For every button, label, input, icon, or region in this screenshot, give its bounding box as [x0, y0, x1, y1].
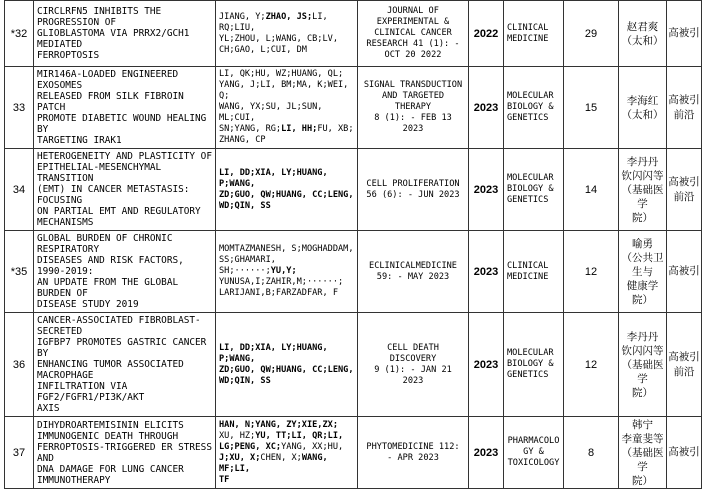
author-affiliation [619, 67, 667, 149]
text-line: IMMUNOGENIC DEATH THROUGH [37, 430, 179, 442]
text-line: 李海红 [626, 94, 659, 107]
citation-count: 14 [564, 149, 619, 231]
row-index: 37 [5, 417, 34, 489]
author-text: YL;ZHOU, L;WANG, CB;LV, [219, 33, 338, 44]
table-row [5, 313, 702, 417]
text-line: DNA DAMAGE FOR LUNG CANCER [37, 463, 184, 475]
text-line: IMMUNOTHERAPY [37, 474, 111, 486]
publication-table [4, 0, 702, 489]
row-index: 34 [5, 149, 34, 231]
author-affiliation [619, 313, 667, 417]
author-highlight: TF [219, 474, 230, 485]
text-line: （太和） [621, 108, 664, 121]
paper-title [34, 149, 216, 231]
text-line: GLOBAL BURDEN OF CHRONIC RESPIRATORY [37, 233, 173, 255]
publication-year: 2023 [469, 231, 504, 313]
highly-cited-flag [667, 417, 702, 489]
author-highlight: J;XU, X; [219, 452, 261, 463]
journal-source [358, 1, 469, 67]
author-line [219, 420, 354, 431]
author-line [219, 442, 354, 453]
subject-field [504, 67, 564, 149]
paper-title [34, 417, 216, 489]
text-line: DISEASES AND RISK FACTORS, 1990-2019: [37, 255, 184, 277]
text-line: 高被引 [668, 446, 700, 458]
author-highlight: LI, HH; [281, 124, 318, 134]
text-line: 56 (6): - JUN 2023 [366, 189, 460, 200]
text-line: 钦闪闪等 [621, 169, 664, 182]
row-index: *35 [5, 231, 34, 313]
author-line [219, 431, 354, 442]
citation-count: 15 [564, 67, 619, 149]
text-line: DISEASE STUDY 2019 [37, 299, 139, 310]
author-line [219, 168, 354, 190]
author-line [219, 201, 354, 212]
highly-cited-flag [667, 149, 702, 231]
author-text: YUNUSA,I;ZAHIR,M;······; [219, 277, 344, 287]
text-line: 高被引 [668, 27, 700, 39]
author-affiliation [619, 417, 667, 489]
text-line: 院） [632, 211, 653, 224]
author-text: ZHANG, CP [219, 135, 266, 145]
author-highlight: ZD;GUO, QW;HUANG, CC;LENG, [219, 364, 354, 375]
text-line: MOLECULAR [507, 91, 554, 101]
author-text: LARIJANI,B;FARZADFAR, F [219, 288, 338, 298]
text-line: DIHYDROARTEMISININ ELICITS [37, 419, 184, 431]
text-line: JOURNAL OF [387, 6, 439, 16]
publication-year: 2023 [469, 313, 504, 417]
author-text: WANG, YX;SU, JL;SUN, ML;CUI, [219, 102, 323, 123]
text-line: EPITHELIAL-MESENCHYMAL TRANSITION [37, 162, 162, 184]
author-line [219, 288, 354, 299]
author-text: LI, RQ;LIU, [219, 11, 328, 33]
author-text: JIANG, Y; [219, 11, 266, 22]
text-line: （公共卫生与 [621, 251, 664, 278]
author-line [219, 277, 354, 288]
text-line: OCT 20 2022 [384, 50, 442, 60]
text-line: BIOLOGY & [507, 102, 554, 112]
text-line: 9 (1): - JAN 21 [374, 364, 452, 375]
author-affiliation [619, 1, 667, 67]
author-line [219, 244, 354, 255]
text-line: 喻勇 [632, 237, 653, 250]
text-line: PROMOTE DIABETIC WOUND HEALING BY [37, 113, 207, 135]
publication-year: 2023 [469, 149, 504, 231]
text-line: EXPERIMENTAL & [376, 17, 450, 27]
text-line: 李丹丹 [626, 330, 659, 343]
subject-field [504, 417, 564, 489]
author-line [219, 12, 354, 34]
text-line: MECHANISMS [37, 217, 94, 228]
text-line: 高被引 [668, 265, 700, 277]
author-line [219, 190, 354, 201]
text-line: GLIOBLASTOMA VIA PRRX2/GCH1 MEDIATED [37, 28, 190, 50]
author-text: FU, XB; [317, 124, 354, 134]
text-line: 59: - MAY 2023 [376, 271, 450, 282]
publication-year: 2023 [469, 417, 504, 489]
text-line: CANCER-ASSOCIATED FIBROBLAST-SECRETED [37, 315, 201, 337]
text-line: TARGETING IRAK1 [37, 135, 122, 146]
subject-field [504, 231, 564, 313]
text-line: ENHANCING TUMOR ASSOCIATED MACROPHAGE [37, 359, 184, 381]
subject-field [504, 1, 564, 67]
text-line: 8 (1): - FEB 13 [374, 113, 452, 123]
authors-cell [216, 313, 358, 417]
author-highlight: WD;QIN, SS [219, 375, 271, 386]
text-line: ON PARTIAL EMT AND REGULATORY [37, 206, 201, 217]
author-line [219, 102, 354, 124]
text-line: AND TARGETED [381, 91, 445, 101]
text-line: DISCOVERY [389, 353, 437, 364]
publication-year: 2022 [469, 1, 504, 67]
citation-count: 8 [564, 417, 619, 489]
text-line: THERAPY [394, 102, 432, 112]
text-line: - APR 2023 [387, 452, 439, 463]
text-line: MOLECULAR [507, 348, 554, 358]
text-line: （太和） [621, 34, 664, 47]
text-line: 2023 [402, 375, 424, 386]
subject-field [504, 149, 564, 231]
author-highlight: YU,Y; [270, 266, 297, 276]
citation-count: 29 [564, 1, 619, 67]
text-line: 2023 [402, 124, 424, 134]
author-text: CHEN, X; [260, 452, 302, 463]
text-line: GENETICS [507, 195, 549, 205]
author-highlight: YU, TT;LI, QR;LI, [255, 430, 344, 441]
paper-title [34, 231, 216, 313]
journal-source [358, 149, 469, 231]
journal-source [358, 231, 469, 313]
paper-title [34, 1, 216, 67]
text-line: FERROPTOSIS-TRIGGERED ER STRESS AND [37, 441, 212, 464]
author-text: YANG, XX;HU, [281, 441, 344, 452]
author-text: XU, HZ; [219, 430, 256, 441]
journal-source [358, 417, 469, 489]
text-line: 高被引 [668, 350, 700, 363]
text-line: 钦闪闪等 [621, 344, 664, 357]
text-line: 前沿 [673, 108, 695, 121]
author-line [219, 34, 354, 45]
author-affiliation [619, 231, 667, 313]
authors-cell [216, 231, 358, 313]
author-text: LI, QK;HU, WZ;HUANG, QL; [219, 69, 344, 79]
text-line: SIGNAL TRANSDUCTION [363, 80, 463, 90]
authors-cell [216, 1, 358, 67]
paper-title [34, 67, 216, 149]
text-line: CIRCLRFN5 INHIBITS THE PROGRESSION OF [37, 6, 162, 28]
authors-cell [216, 417, 358, 489]
text-line: CLINICAL CANCER [374, 28, 452, 38]
author-line [219, 69, 354, 80]
text-line: CELL PROLIFERATION [366, 178, 460, 189]
text-line: MEDICINE [507, 33, 549, 44]
text-line: （基础医学 [621, 446, 664, 473]
text-line: 李丹丹 [626, 155, 659, 168]
text-line: INFILTRATION VIA FGF2/FGFR1/PI3K/AKT [37, 381, 145, 403]
journal-source [358, 313, 469, 417]
highly-cited-flag [667, 313, 702, 417]
authors-cell [216, 149, 358, 231]
highly-cited-flag [667, 67, 702, 149]
row-index: 33 [5, 67, 34, 149]
author-text: SS;GHAMARI, SH;······; [219, 255, 276, 276]
table-row [5, 1, 702, 67]
text-line: RELEASED FROM SILK FIBROIN PATCH [37, 91, 184, 113]
text-line: 赵君爽 [626, 20, 659, 33]
author-text: SN;YANG, RG; [219, 124, 282, 134]
table-body [5, 1, 702, 489]
text-line: 前沿 [673, 190, 695, 203]
author-text: CH;GAO, L;CUI, DM [219, 44, 307, 55]
highly-cited-flag [667, 231, 702, 313]
text-line: GY & [523, 447, 544, 457]
author-highlight: LI, DD;XIA, LY;HUANG, P;WANG, [219, 342, 328, 364]
author-line [219, 255, 354, 277]
text-line: BIOLOGY & [507, 184, 554, 194]
text-line: HETEROGENEITY AND PLASTICITY OF [37, 151, 212, 162]
row-index: *32 [5, 1, 34, 67]
text-line: 韩宁 [632, 418, 653, 431]
author-line [219, 124, 354, 135]
text-line: 院） [632, 474, 653, 487]
text-line: GENETICS [507, 370, 549, 380]
text-line: RESEARCH 41 (1): - [366, 39, 460, 49]
text-line: TOXICOLOGY [507, 458, 560, 468]
author-highlight: LI, DD;XIA, LY;HUANG, P;WANG, [219, 167, 328, 189]
author-highlight: WANG, MF;LI, [219, 452, 328, 474]
author-line [219, 45, 354, 56]
author-affiliation [619, 149, 667, 231]
text-line: PHARMACOLO [507, 436, 560, 446]
text-line: PHYTOMEDICINE 112: [366, 441, 460, 452]
author-text: MOMTAZMANESH, S;MOGHADDAM, [219, 244, 354, 254]
citation-count: 12 [564, 313, 619, 417]
author-highlight: LG;PENG, XC; [219, 441, 282, 452]
text-line: 健康学院） [626, 279, 659, 306]
text-line: (EMT) IN CANCER METASTASIS: FOCUSING [37, 184, 190, 206]
table-row [5, 417, 702, 489]
table-row [5, 67, 702, 149]
text-line: BIOLOGY & [507, 359, 554, 369]
text-line: IGFBP7 PROMOTES GASTRIC CANCER BY [37, 337, 207, 359]
author-line [219, 80, 354, 102]
text-line: 院） [632, 386, 653, 399]
text-line: AXIS [37, 403, 60, 414]
row-index: 36 [5, 313, 34, 417]
text-line: GENETICS [507, 113, 549, 123]
text-line: 高被引 [668, 93, 700, 106]
author-highlight: WD;QIN, SS [219, 200, 271, 211]
publication-year: 2023 [469, 67, 504, 149]
author-highlight: ZHAO, JS; [265, 11, 313, 22]
text-line: FERROPTOSIS [37, 50, 100, 61]
journal-source [358, 67, 469, 149]
table-row [5, 231, 702, 313]
text-line: ECLINICALMEDICINE [369, 260, 457, 271]
text-line: AN UPDATE FROM THE GLOBAL BURDEN OF [37, 277, 179, 299]
author-line [219, 343, 354, 365]
text-line: MIR146A-LOADED ENGINEERED EXOSOMES [37, 69, 179, 91]
author-line [219, 135, 354, 146]
author-line [219, 365, 354, 376]
author-highlight: ZD;GUO, QW;HUANG, CC;LENG, [219, 189, 354, 200]
text-line: 前沿 [673, 365, 695, 378]
author-line [219, 376, 354, 387]
text-line: （基础医学 [621, 183, 664, 210]
authors-cell [216, 67, 358, 149]
citation-count: 12 [564, 231, 619, 313]
text-line: CELL DEATH [387, 342, 439, 353]
text-line: CLINICAL [507, 260, 549, 271]
table-row [5, 149, 702, 231]
paper-title [34, 313, 216, 417]
highly-cited-flag [667, 1, 702, 67]
author-text: YANG, J;LI, BM;MA, K;WEI, Q; [219, 80, 349, 101]
text-line: 李童斐等 [621, 432, 664, 445]
text-line: （基础医学 [621, 358, 664, 385]
author-line [219, 475, 354, 486]
author-line [219, 453, 354, 475]
text-line: 高被引 [668, 175, 700, 188]
text-line: MEDICINE [507, 271, 549, 282]
subject-field [504, 313, 564, 417]
author-highlight: HAN, N;YANG, ZY;XIE,ZX; [219, 419, 338, 430]
text-line: CLINICAL [507, 22, 549, 33]
text-line: MOLECULAR [507, 173, 554, 183]
